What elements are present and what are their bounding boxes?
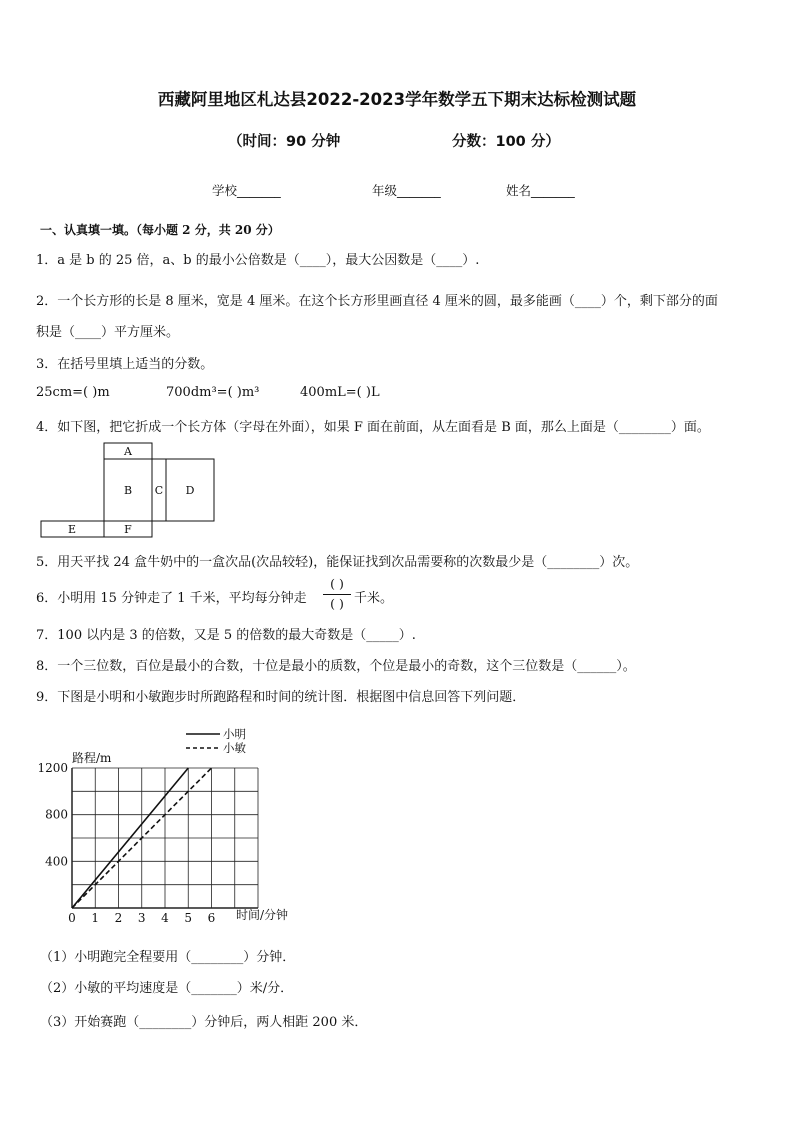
x-tick-label: 6 [207,911,216,925]
question-9: 9．下图是小明和小敏跑步时所跑路程和时间的统计图．根据图中信息回答下列问题． [36,690,526,705]
net-label-a: A [124,445,132,458]
question-9-part-3: （3）开始赛跑（________）分钟后，两人相距 200 米． [40,1015,368,1030]
question-6-fraction [322,576,352,612]
name-field[interactable]: 姓名_______ [506,183,575,198]
x-tick-label: 5 [184,911,193,925]
question-3-item-b: 700dm³=( )m³ [166,385,260,400]
x-tick-label: 3 [137,911,146,925]
question-4: 4．如下图，把它折成一个长方体（字母在外面），如果 F 面在前面，从左面看是 B 面，那么上面是（________）面。 [36,420,710,435]
question-2-line-1: 2．一个长方形的长是 8 厘米，宽是 4 厘米。在这个长方形里画直径 4 厘米的圆，最多能画（____）个，剩下部分的面 [36,294,718,309]
y-tick-label: 1200 [37,761,68,775]
question-1: 1．a 是 b 的 25 倍，a、b 的最小公倍数是（____），最大公因数是（____）. [36,253,480,268]
question-3-item-c: 400mL=( )L [300,385,380,400]
net-label-d: D [185,484,195,497]
x-tick-label: 4 [161,911,169,925]
legend-label-xiaoming: 小明 [223,727,246,741]
exam-score: 分数：100 分） [452,134,560,150]
fraction-bar [323,594,351,595]
chart-legend [186,727,246,755]
chart-grid [72,768,258,908]
x-axis-label: 时间/分钟 [236,908,289,922]
question-6: 6．小明用 15 分钟走了 1 千米，平均每分钟走 [36,591,307,606]
question-9-part-1: （1）小明跑完全程要用（________）分钟． [40,950,296,965]
net-label-f: F [124,523,132,536]
section-heading: 一、认真填一填。（每小题 2 分，共 20 分） [40,223,280,237]
question-2-line-2: 积是（____）平方厘米。 [36,325,180,340]
x-tick-label: 0 [68,911,76,925]
question-8: 8．一个三位数，百位是最小的合数，十位是最小的质数，个位是最小的奇数，这个三位数是（______）。 [36,659,636,674]
x-tick-label: 2 [114,911,123,925]
question-9-part-2: （2）小敏的平均速度是（_______）米/分． [40,981,294,996]
y-tick-label: 800 [45,807,68,822]
fraction-numerator: ( ) [330,576,344,591]
question-6-unit: 千米。 [354,591,394,606]
net-label-e: E [67,523,77,536]
question-5: 5．用天平找 24 盒牛奶中的一盒次品(次品较轻)，能保证找到次品需要称的次数最少是（________）次。 [36,555,639,570]
net-label-b: B [123,484,133,497]
school-field[interactable]: 学校_______ [212,183,281,198]
x-tick-label: 1 [91,911,100,925]
exam-time: （时间：90 分钟 [228,134,341,150]
question-3: 3．在括号里填上适当的分数。 [36,357,214,372]
question-3-item-a: 25cm=( )m [36,385,110,400]
question-7: 7．100 以内是 3 的倍数，又是 5 的倍数的最大奇数是（_____）. [36,628,416,643]
distance-time-chart [30,722,330,932]
cube-net-diagram [38,441,220,541]
page-title: 西藏阿里地区札达县2022-2023学年数学五下期末达标检测试题 [157,90,637,109]
legend-label-xiaomin: 小敏 [223,741,246,755]
grade-field[interactable]: 年级_______ [372,183,441,198]
fraction-denominator: ( ) [330,596,344,611]
net-label-c: C [154,484,164,497]
y-axis-label: 路程/m [72,751,112,765]
y-tick-label: 400 [45,854,68,869]
